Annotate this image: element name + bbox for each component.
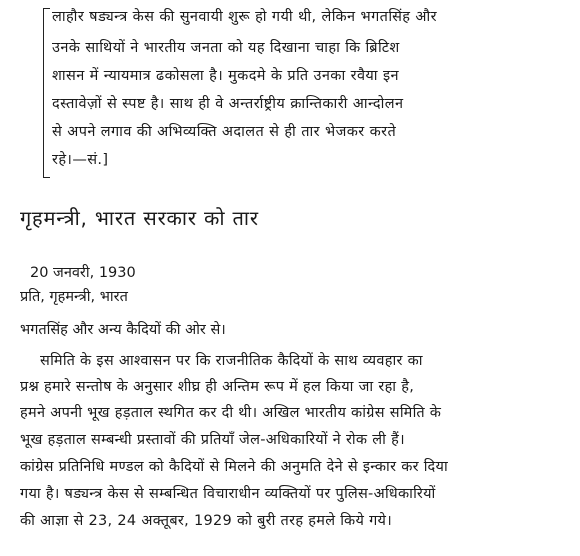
body-line: हमने अपनी भूख हड़ताल स्थगित कर दी थी। अखिल भारतीय कांग्रेस समिति के bbox=[20, 405, 442, 421]
body-line: भूख हड़ताल सम्बन्धी प्रस्तावों की प्रतियाँ जेल-अधिकारियों ने रोक ली हैं। bbox=[20, 432, 405, 448]
body-line: प्रश्न हमारे सन्तोष के अनुसार शीघ्र ही अन्तिम रूप में हल किया जा रहा है, bbox=[20, 379, 415, 395]
intro-note-line: लाहौर षड्यन्त्र केस की सुनवायी शुरू हो गयी थी, लेकिन भगतसिंह और bbox=[52, 9, 437, 25]
intro-note-line: दस्तावेज़ों से स्पष्ट है। साथ ही वे अन्तर्राष्ट्रीय क्रान्तिकारी आन्दोलन bbox=[52, 96, 404, 112]
telegram-title: गृहमन्त्री, भारत सरकार को तार bbox=[20, 206, 259, 230]
telegram-recipient: प्रति, गृहमन्त्री, भारत bbox=[20, 289, 128, 305]
body-line: की आज्ञा से 23, 24 अक्तूबर, 1929 को बुरी तरह हमले किये गये। bbox=[20, 513, 393, 529]
editor-note-bracket bbox=[43, 8, 50, 178]
intro-note-line: रहे।—सं.] bbox=[52, 152, 109, 168]
telegram-date: 20 जनवरी, 1930 bbox=[30, 265, 136, 281]
telegram-sender: भगतसिंह और अन्य कैदियों की ओर से। bbox=[20, 322, 226, 338]
body-line: समिति के इस आश्वासन पर कि राजनीतिक कैदियों के साथ व्यवहार का bbox=[40, 353, 423, 369]
intro-note-line: उनके साथियों ने भारतीय जनता को यह दिखाना चाहा कि ब्रिटिश bbox=[52, 40, 400, 56]
body-line: गया है। षड्यन्त्र केस से सम्बन्धित विचाराधीन व्यक्तियों पर पुलिस-अधिकारियों bbox=[20, 486, 436, 502]
intro-note-line: से अपने लगाव की अभिव्यक्ति अदालत से ही तार भेजकर करते bbox=[52, 124, 397, 140]
intro-note-line: शासन में न्यायमात्र ढकोसला है। मुकदमे के प्रति उनका रवैया इन bbox=[52, 68, 399, 84]
body-line: कांग्रेस प्रतिनिधि मण्डल को कैदियों से मिलने की अनुमति देने से इन्कार कर दिया bbox=[20, 459, 449, 475]
